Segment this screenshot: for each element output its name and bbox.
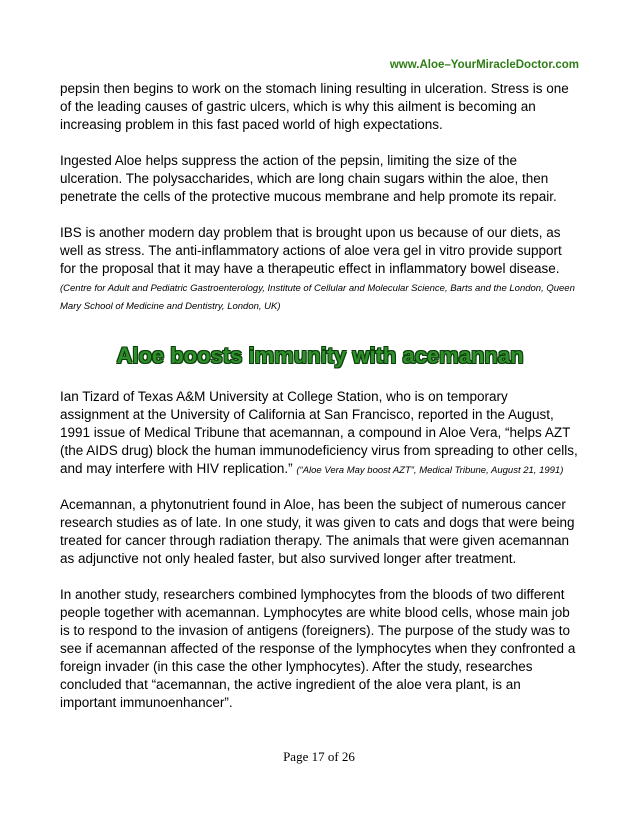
citation-medical-tribune: (“Aloe Vera May boost AZT”, Medical Tribune, August 21, 1991) xyxy=(296,465,564,476)
citation-centre: (Centre for Adult and Pediatric Gastroenterology, Institute of Cellular and Molecular Science, Barts and the London, Queen Mary School of Medicine and Dentistry, London, UK) xyxy=(60,283,575,312)
paragraph-ibs xyxy=(60,224,580,314)
paragraph-tizard xyxy=(60,388,580,478)
paragraph-ibs-text: IBS is another modern day problem that is brought upon us because of our diets, as well as stress. The anti-inflammatory actions of aloe vera gel in vitro provide support for the proposal that it may have a therapeutic effect in inflammatory bowel disease. xyxy=(60,225,562,276)
paragraph-lymphocytes: In another study, researchers combined lymphocytes from the bloods of two different people together with acemannan. Lymphocytes are white blood cells, whose main job is to respond to the invasion of antigens (foreigners). The purpose of the study was to see if acemannan affected of the response of the lymphocytes when they confronted a foreign invader (in this case the other lymphocytes). After the study, researches concluded that “acemannan, the active ingredient of the aloe vera plant, is an important immunoenhancer”. xyxy=(60,587,576,710)
paragraph-pepsin: pepsin then begins to work on the stomach lining resulting in ulceration. Stress is one of the leading causes of gastric ulcers, which is why this ailment is becoming an increasing problem in this fast paced world of high expectations. xyxy=(60,81,569,132)
section-heading: Aloe boosts immunity with acemannan xyxy=(116,343,524,368)
header-url: www.Aloe–YourMiracleDoctor.com xyxy=(389,59,579,71)
paragraph-tizard-text: Ian Tizard of Texas A&M University at College Station, who is on temporary assignment at the University of California at San Francisco, reported in the August, 1991 issue of Medical Tribune that acemannan, a compound in Aloe Vera, “helps AZT (the AIDS drug) block the human immunodeficiency virus from spreading to other cells, and may interfere with HIV replication.” xyxy=(60,389,578,476)
paragraph-acemannan-cancer: Acemannan, a phytonutrient found in Aloe, has been the subject of numerous cancer research studies as of late. In one study, it was given to cats and dogs that were being treated for cancer through radiation therapy. The animals that were given acemannan as adjunctive not only healed faster, but also survived longer after treatment. xyxy=(60,497,575,566)
paragraph-ingested-aloe: Ingested Aloe helps suppress the action of the pepsin, limiting the size of the ulceration. The polysaccharides, which are long chain sugars within the aloe, then penetrate the cells of the protective mucous membrane and help promote its repair. xyxy=(60,153,557,204)
page-number: Page 17 of 26 xyxy=(283,749,355,764)
body-text xyxy=(60,80,580,730)
